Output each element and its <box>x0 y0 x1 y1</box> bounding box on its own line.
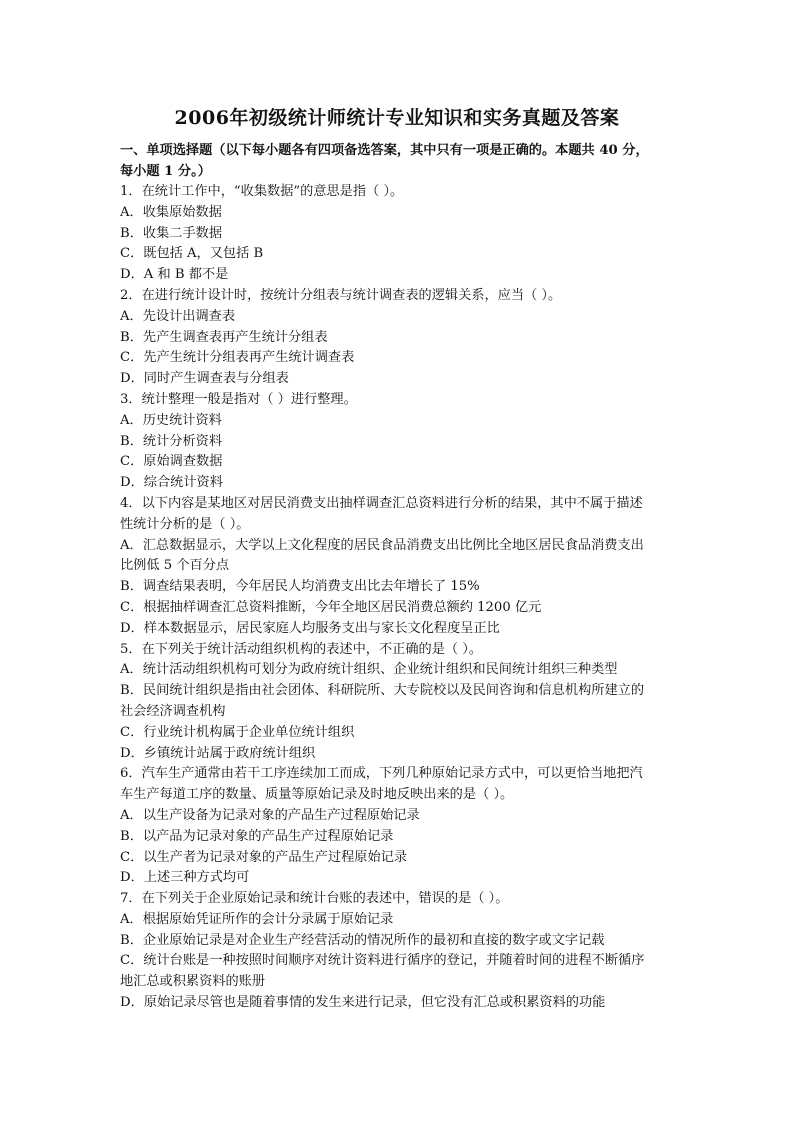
text-line: 性统计分析的是（ ）。 <box>120 516 250 532</box>
text-line: A．统计活动组织机构可划分为政府统计组织、企业统计组织和民间统计组织三种类型 <box>120 662 618 678</box>
text-line: 6．汽车生产通常由若干工序连续加工而成，下列几种原始记录方式中，可以更恰当地把汽 <box>120 766 643 782</box>
text-line: D．上述三种方式均可 <box>120 870 250 886</box>
text-line: 地汇总或积累资料的账册 <box>120 974 266 990</box>
text-line: D．乡镇统计站属于政府统计组织 <box>120 745 316 761</box>
text-line: 4．以下内容是某地区对居民消费支出抽样调查汇总资料进行分析的结果，其中不属于描述 <box>120 495 643 511</box>
text-line: C．既包括 A，又包括 B <box>120 246 264 262</box>
text-line: C．先产生统计分组表再产生统计调查表 <box>120 350 355 366</box>
section-heading-line: 一、单项选择题（以下每小题各有四项备选答案，其中只有一项是正确的。本题共 40 分， <box>120 143 649 158</box>
text-line: A．历史统计资料 <box>120 412 222 428</box>
text-line: D．综合统计资料 <box>120 475 223 491</box>
text-line: C．原始调查数据 <box>120 454 223 470</box>
text-line: D．样本数据显示，居民家庭人均服务支出与家长文化程度呈正比 <box>120 620 500 636</box>
text-line: 5．在下列关于统计活动组织机构的表述中，不正确的是（ ）。 <box>120 641 483 657</box>
text-line: 7．在下列关于企业原始记录和统计台账的表述中，错误的是（ ）。 <box>120 891 509 907</box>
text-line: 比例低 5 个百分点 <box>120 558 230 574</box>
question-list <box>120 182 680 1014</box>
text-line: C．行业统计机构属于企业单位统计组织 <box>120 724 355 740</box>
text-line: 车生产每道工序的数量、质量等原始记录及时地反映出来的是（ ）。 <box>120 787 514 803</box>
text-line: A．汇总数据显示，大学以上文化程度的居民食品消费支出比例比全地区居民食品消费支出 <box>120 537 644 553</box>
text-line: 1．在统计工作中，“收集数据”的意思是指（ ）。 <box>120 184 404 199</box>
text-line: B．收集二手数据 <box>120 225 223 241</box>
text-line: A．以生产设备为记录对象的产品生产过程原始记录 <box>120 807 420 823</box>
text-line: A．先设计出调查表 <box>120 308 236 324</box>
text-line: B．企业原始记录是对企业生产经营活动的情况所作的最初和直接的数字或文字记载 <box>120 932 605 948</box>
text-line: A．收集原始数据 <box>120 204 222 220</box>
text-line: D．同时产生调查表与分组表 <box>120 371 289 387</box>
text-line: B．以产品为记录对象的产品生产过程原始记录 <box>120 828 394 844</box>
text-line: C．根据抽样调查汇总资料推断，今年全地区居民消费总额约 1200 亿元 <box>120 599 542 615</box>
text-line: C．统计台账是一种按照时间顺序对统计资料进行循序的登记，并随着时间的进程不断循序 <box>120 953 645 969</box>
text-line: C．以生产者为记录对象的产品生产过程原始记录 <box>120 849 408 865</box>
section-heading <box>120 141 680 183</box>
text-line: B．统计分析资料 <box>120 433 223 449</box>
text-line: B．调查结果表明，今年居民人均消费支出比去年增长了 15% <box>120 579 480 595</box>
text-line: B．先产生调查表再产生统计分组表 <box>120 329 328 345</box>
text-line: A．根据原始凭证所作的会计分录属于原始记录 <box>120 911 394 927</box>
text-line: B．民间统计组织是指由社会团体、科研院所、大专院校以及民间咨询和信息机构所建立的 <box>120 683 644 699</box>
text-line: 社会经济调查机构 <box>120 703 226 719</box>
document-title: 2006年初级统计师统计专业知识和实务真题及答案 <box>174 107 620 129</box>
section-heading-line: 每小题 1 分。） <box>120 163 211 179</box>
text-line: D．A 和 B 都不是 <box>120 267 229 283</box>
text-line: D．原始记录尽管也是随着事情的发生来进行记录，但它没有汇总或积累资料的功能 <box>120 995 606 1011</box>
text-line: 2．在进行统计设计时，按统计分组表与统计调查表的逻辑关系，应当（ ）。 <box>120 287 562 303</box>
text-line: 3．统计整理一般是指对（ ）进行整理。 <box>120 391 357 407</box>
